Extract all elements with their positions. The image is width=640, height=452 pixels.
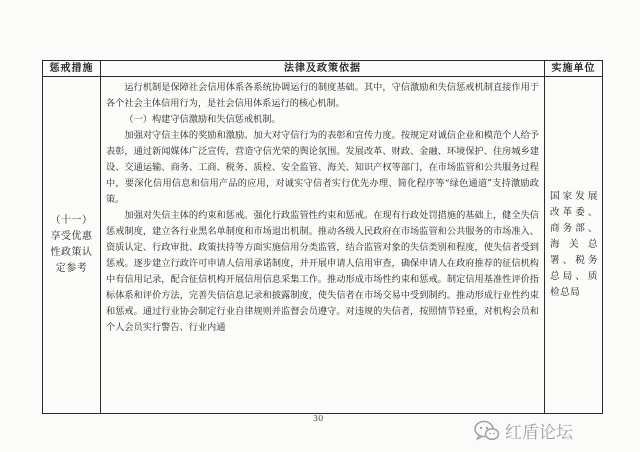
unit-cell xyxy=(545,77,603,414)
law-paragraph: （一）构建守信激励和失信惩戒机制。 xyxy=(124,114,281,125)
measure-text: （十一）享受优惠性政策认定参考 xyxy=(50,215,93,274)
law-paragraph: 加强对守信主体的奖励和激励。加大对守信行为的表彰和宣传力度。按规定对诚信企业和模范个人给予表彰，通过新闻媒体广泛宣传，营造守信光荣的舆论氛围。发展改革、财政、金融、环境保护、住房城乡建设、交通运输、商务、工商、税务、质检、安全监管、海关、知识产权等部门，在市场监管和公共服务过程中，要深化信用信息和信用产品的应用，对诚实守信者实行优先办理、简化程序等“绿色通道”支持激励政策。 xyxy=(106,130,539,205)
policy-table xyxy=(42,60,603,414)
page-number: 30 xyxy=(313,414,324,423)
law-paragraph: 运行机制是保障社会信用体系各系统协调运行的制度基础。其中，守信激励和失信惩戒机制直接作用于各个社会主体信用行为，是社会信用体系运行的核心机制。 xyxy=(106,82,539,109)
header-measure: 惩戒措施 xyxy=(43,61,101,77)
wechat-icon xyxy=(474,420,500,442)
unit-text: 国家发展改革委、商务部、海关总署、税务总局、质检总局 xyxy=(550,191,598,298)
header-law: 法律及政策依据 xyxy=(101,61,545,77)
watermark-text: 红盾论坛 xyxy=(505,423,573,443)
table-row xyxy=(43,77,603,414)
law-text xyxy=(101,77,544,413)
header-unit: 实施单位 xyxy=(545,61,603,77)
law-cell xyxy=(101,77,545,414)
watermark xyxy=(474,418,573,443)
table-header-row xyxy=(43,61,603,77)
measure-cell xyxy=(43,77,101,414)
law-paragraph: 加强对失信主体的约束和惩戒。强化行政监管性约束和惩戒。在现有行政处罚措施的基础上，健全失信惩戒制度，建立各行业黑名单制度和市场退出机制。推动各级人民政府在市场监管和公共服务的市场准入、资质认定、行政审批、政策扶持等方面实施信用分类监管，结合监管对象的失信类别和程度，使失信者受到惩戒。逐步建立行政许可申请人信用承诺制度，并开展申请人信用审查，确保申请人在政府推荐的征信机构中有信用记录，配合征信机构开展信用信息采集工作。推动形成市场性约束和惩戒。制定信用基准性评价指标体系和评价方法，完善失信信息记录和披露制度，使失信者在市场交易中受到制约。推动形成行业性约束和惩戒。通过行业协会制定行业自律规则并监督会员遵守。对违规的失信者，按照情节轻重，对机构会员和个人会员实行警告、行业内通 xyxy=(106,210,539,333)
